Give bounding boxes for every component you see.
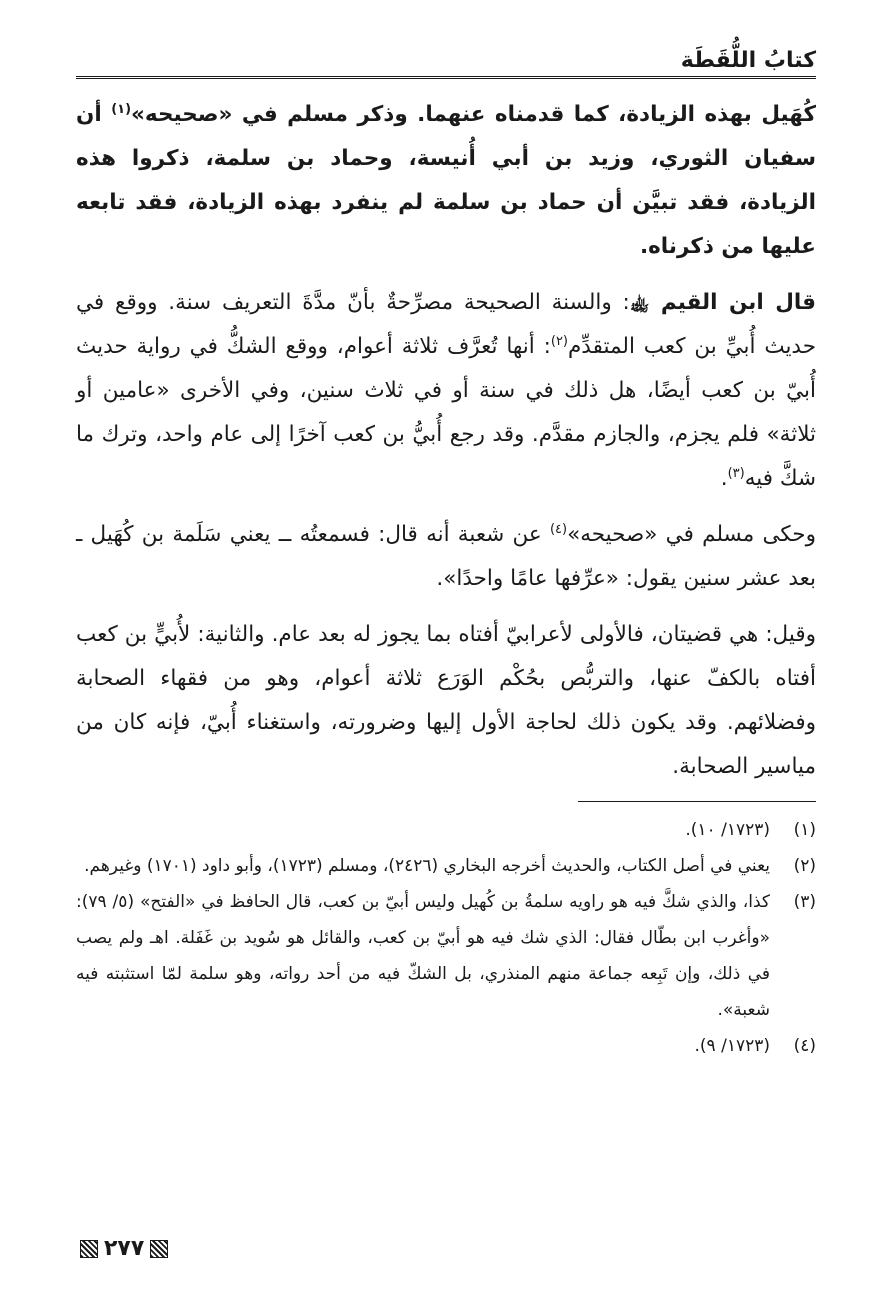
footnote-text: كذا، والذي شكَّ فيه هو راويه سلمةُ بن كُهيل وليس أبيّ بن كعب، قال الحافظ في «الفتح» (٥/ ٧٩): «وأغرب ابن بطّال فقال: الذي شك فيه هو أبيّ بن كعب، والقائل هو سُويد بن غَفَلة. اهـ ولم يصب في ذلك، وإن تَبِعه جماعة منهم المنذري، بل الشكّ فيه من أحد رواته، وهو سلمة لمّا استثبته فيه شعبة». <box>76 892 770 1020</box>
paragraph-4: وقيل: هي قضيتان، فالأولى لأعرابيّ أفتاه بما يجوز له بعد عام. والثانية: لأُبيٍّ بن كعب أفتاه بالكفّ عنها، والتربُّص بحُكْم الوَرَع ثلاثة أعوام، وهو من فقهاء الصحابة وفضلائهم. وقد يكون ذلك لحاجة الأول إليها وضرورته، واستغناء أُبيّ، فإنه كان من مياسير الصحابة. <box>76 622 816 779</box>
p1-text-b: أن سفيان الثوري، وزيد بن أبي أُنيسة، وحماد بن سلمة، ذكروا هذه الزيادة، فقد تبيَّن أن حماد بن سلمة لم ينفرد بهذه الزيادة، فقد تابعه عليها من ذكرناه. <box>76 102 816 259</box>
footnote-text: يعني في أصل الكتاب، والحديث أخرجه البخاري (٢٤٢٦)، ومسلم (١٧٢٣)، وأبو داود (١٧٠١) وغيرهم. <box>84 856 770 876</box>
footnote-ref-4[interactable]: (٤) <box>549 521 568 537</box>
page-number-block <box>80 1236 168 1261</box>
footnote-1 <box>76 812 816 848</box>
ornament-icon <box>150 1240 168 1258</box>
footnote-number: (٤) <box>793 1036 816 1056</box>
running-header <box>76 40 816 79</box>
footnote-divider <box>578 801 816 802</box>
footnote-number: (٢) <box>793 856 816 876</box>
book-page <box>76 40 816 1064</box>
footnote-3 <box>76 884 816 1028</box>
paragraph-1 <box>76 93 816 269</box>
footnote-text: (١٧٢٣/ ١٠). <box>685 820 770 840</box>
p3-text-b: عن شعبة أنه قال: فسمعتُه ــ يعني سَلَمة بن كُهَيل ـ بعد عشر سنين يقول: «عرِّفها عامًا واحدًا». <box>76 522 816 591</box>
page-number: ٢٧٧ <box>104 1236 145 1261</box>
footnote-4 <box>76 1028 816 1064</box>
p2-text-c: . <box>720 466 728 491</box>
footnote-2 <box>76 848 816 884</box>
footnote-number: (٣) <box>793 892 816 912</box>
speaker-label: قال ابن القيم ﵀ <box>629 290 816 315</box>
footnotes <box>76 812 816 1064</box>
footnote-ref-1[interactable]: (١) <box>111 101 132 117</box>
main-text <box>76 93 816 789</box>
paragraph-2 <box>76 281 816 501</box>
ornament-icon <box>80 1240 98 1258</box>
p2-text-a: : والسنة الصحيحة مصرِّحةٌ بأنّ مدَّةَ التعريف سنة. ووقع في حديث أُبيِّ بن كعب المتقدِّم <box>76 290 816 359</box>
footnote-ref-2[interactable]: (٢) <box>550 333 568 349</box>
footnote-number: (١) <box>793 820 816 840</box>
p1-text-a: كُهَيل بهذه الزيادة، كما قدمناه عنهما. وذكر مسلم في «صحيحه» <box>131 102 816 127</box>
paragraph-3 <box>76 513 816 601</box>
footnote-text: (١٧٢٣/ ٩). <box>694 1036 770 1056</box>
p3-text-a: وحكى مسلم في «صحيحه» <box>567 522 816 547</box>
p2-text-b: : أنها تُعرَّف ثلاثة أعوام، ووقع الشكُّ في رواية حديث أُبيّ بن كعب أيضًا، هل ذلك في سنة أو في ثلاث سنين، وفي الأخرى «عامين أو ثلاثة» فلم يجزم، والجازم مقدَّم. وقد رجع أُبيُّ بن كعب آخرًا إلى عام واحد، وترك ما شكَّ فيه <box>76 334 816 491</box>
chapter-title: كتابُ اللُّقَطَة <box>680 48 816 73</box>
footnote-ref-3[interactable]: (٣) <box>727 465 745 481</box>
